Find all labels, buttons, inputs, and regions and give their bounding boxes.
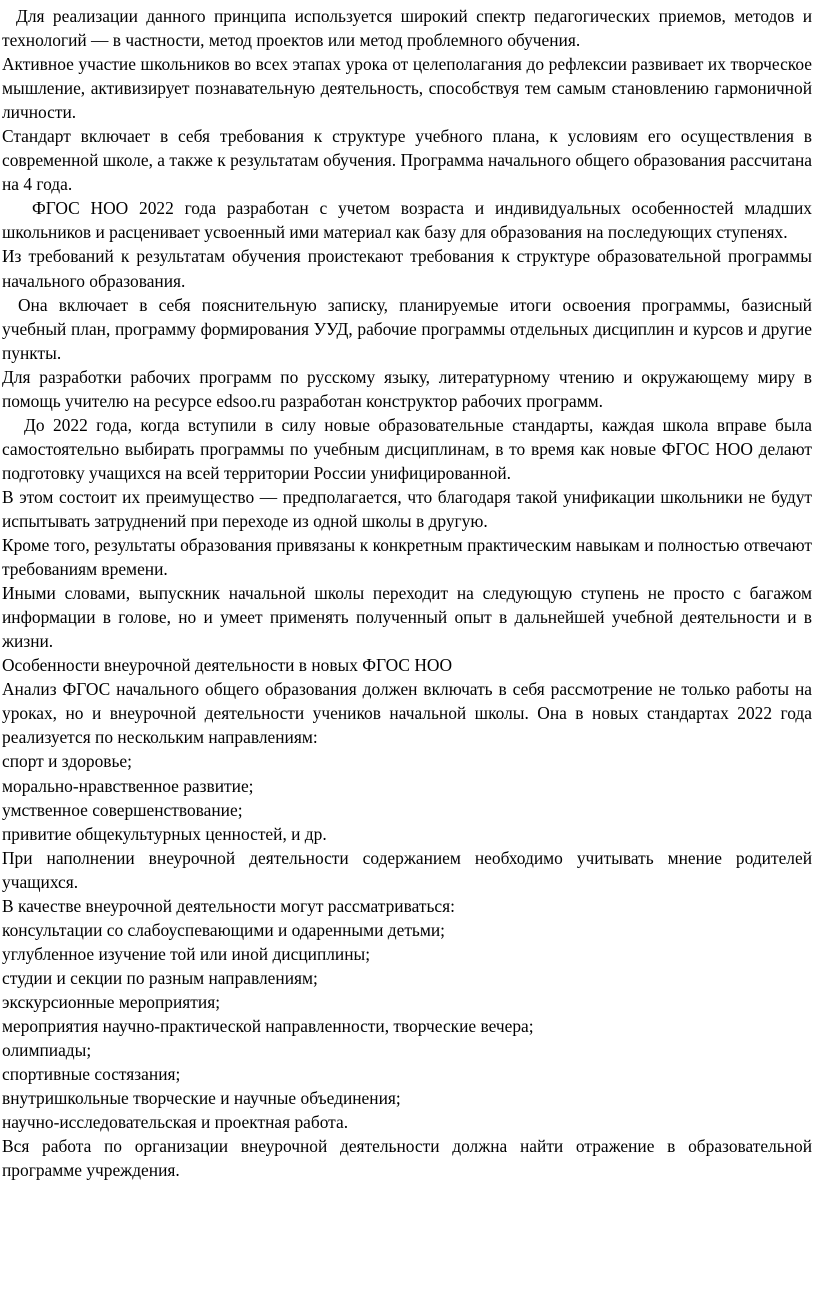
- paragraph-8: До 2022 года, когда вступили в силу новые образовательные стандарты, каждая школа вправе была самостоятельно выбирать программы по учебным дисциплинам, в то время как новые ФГОС НОО делают подготовку учащихся на всей территории России унифицированной.: [2, 414, 812, 483]
- paragraph-9: В этом состоит их преимущество — предполагается, что благодаря такой унификации школьники не будут испытывать затруднений при переходе из одной школы в другую.: [2, 486, 812, 531]
- paragraph-5: Из требований к результатам обучения проистекают требования к структуре образовательной программы начального образования.: [2, 246, 812, 291]
- list-item: внутришкольные творческие и научные объединения;: [2, 1088, 401, 1109]
- paragraph-3: Стандарт включает в себя требования к структуре учебного плана, к условиям его осуществления в современной школе, а также к результатам обучения. Программа начального общего образования рассчитана на 4 года.: [2, 126, 812, 195]
- paragraph-2: Активное участие школьников во всех этапах урока от целеполагания до рефлексии развивает их творческое мышление, активизирует познавательную деятельность, способствуя тем самым становлению гармоничной личности.: [2, 54, 812, 123]
- list-item: консультации со слабоуспевающими и одаренными детьми;: [2, 919, 446, 940]
- list-item: экскурсионные мероприятия;: [2, 991, 221, 1012]
- document-page: [0, 4, 814, 1182]
- section-heading: Особенности внеурочной деятельности в новых ФГОС НОО: [2, 655, 453, 676]
- paragraph-13: При наполнении внеурочной деятельности содержанием необходимо учитывать мнение родителей учащихся.: [2, 847, 812, 892]
- list-item: умственное совершенствование;: [2, 799, 243, 820]
- list-item: углубленное изучение той или иной дисциплины;: [2, 943, 371, 964]
- list-item: привитие общекультурных ценностей, и др.: [2, 823, 327, 844]
- paragraph-14: В качестве внеурочной деятельности могут рассматриваться:: [2, 895, 455, 916]
- list-item: мероприятия научно-практической направленности, творческие вечера;: [2, 1015, 534, 1036]
- list-item: научно-исследовательская и проектная работа.: [2, 1112, 349, 1133]
- paragraph-10: Кроме того, результаты образования привязаны к конкретным практическим навыкам и полностью отвечают требованиям времени.: [2, 535, 812, 580]
- paragraph-6: Она включает в себя пояснительную записку, планируемые итоги освоения программы, базисный учебный план, программу формирования УУД, рабочие программы отдельных дисциплин и курсов и другие пункты.: [2, 294, 812, 363]
- paragraph-12: Анализ ФГОС начального общего образования должен включать в себя рассмотрение не только работы на уроках, но и внеурочной деятельности учеников начальной школы. Она в новых стандартах 2022 года реализуется по нескольким направлениям:: [2, 679, 812, 748]
- paragraph-15: Вся работа по организации внеурочной деятельности должна найти отражение в образовательной программе учреждения.: [2, 1136, 812, 1181]
- list-item: олимпиады;: [2, 1040, 92, 1061]
- paragraph-1: Для реализации данного принципа используется широкий спектр педагогических приемов, методов и технологий — в частности, метод проектов или метод проблемного обучения.: [2, 6, 812, 51]
- paragraph-4: ФГОС НОО 2022 года разработан с учетом возраста и индивидуальных особенностей младших школьников и расценивает усвоенный ими материал как базу для образования на последующих ступенях.: [2, 198, 812, 243]
- paragraph-7: Для разработки рабочих программ по русскому языку, литературному чтению и окружающему миру в помощь учителю на ресурсе edsoo.ru разработан конструктор рабочих программ.: [2, 366, 812, 411]
- paragraph-11: Иными словами, выпускник начальной школы переходит на следующую ступень не просто с багажом информации в голове, но и умеет применять полученный опыт в дальнейшей учебной деятельности и в жизни.: [2, 583, 812, 652]
- list-item: морально-нравственное развитие;: [2, 775, 254, 796]
- list-item: спорт и здоровье;: [2, 751, 132, 772]
- list-item: студии и секции по разным направлениям;: [2, 967, 318, 988]
- list-item: спортивные состязания;: [2, 1064, 181, 1085]
